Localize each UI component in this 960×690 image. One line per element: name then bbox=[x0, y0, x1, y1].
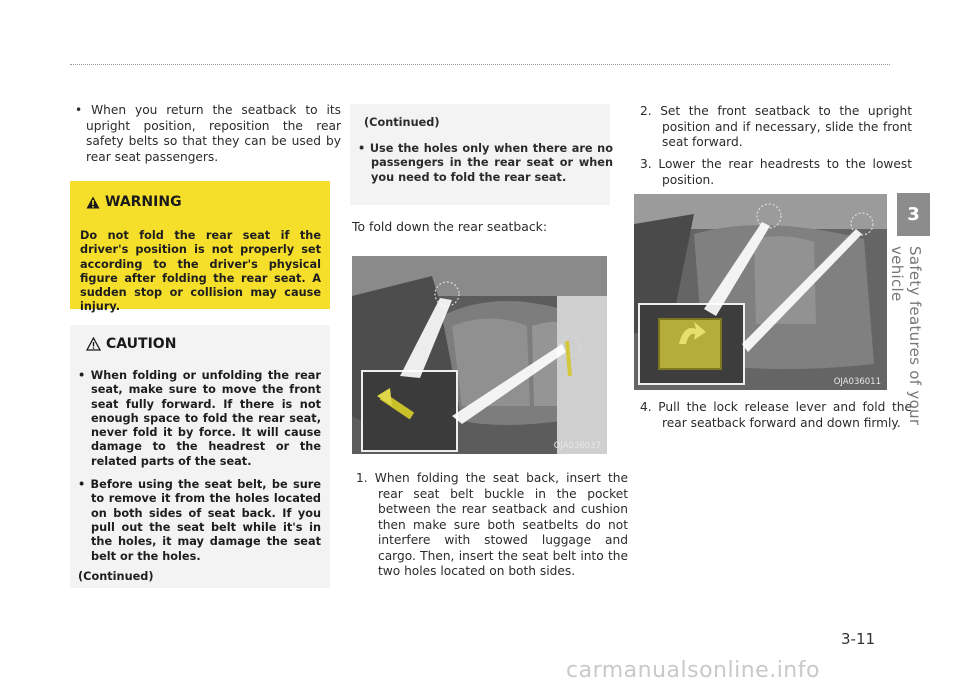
caution-title: CAUTION bbox=[106, 336, 177, 352]
rear-seat-photo bbox=[352, 256, 607, 454]
rear-seat-illustration bbox=[352, 256, 607, 454]
warning-title: WARNING bbox=[105, 194, 182, 210]
continued-title: (Continued) bbox=[364, 116, 440, 129]
chapter-tab: 3 bbox=[897, 193, 930, 236]
headrest-photo bbox=[634, 194, 887, 390]
warning-box bbox=[70, 181, 330, 314]
step-2: 2. Set the front seatback to the upright position and if necessary, slide the front seat forward. bbox=[640, 104, 912, 149]
caution-triangle-icon bbox=[86, 337, 101, 351]
image-code: OJA036011 bbox=[833, 377, 881, 387]
warning-triangle-icon bbox=[86, 196, 100, 209]
continued-caution-box bbox=[350, 104, 613, 205]
caution-item: • Before using the seat belt, be sure to remove it from the holes located on both sides of seat back. If you pull out the seat belt while it's in the holes, it may damage the seat belt or the holes. bbox=[78, 478, 321, 563]
headrest-illustration bbox=[634, 194, 887, 390]
watermark: carmanualsonline.info bbox=[566, 658, 820, 683]
caution-continued: (Continued) bbox=[78, 570, 154, 583]
step-3: 3. Lower the rear headrests to the lowest position. bbox=[640, 157, 912, 187]
step-4: 4. Pull the lock release lever and fold the rear seatback forward and down firmly. bbox=[640, 400, 912, 430]
fold-instructions-lead: To fold down the rear seatback: bbox=[352, 219, 548, 234]
chapter-title: Safety features of your vehicle bbox=[888, 246, 924, 426]
top-divider bbox=[70, 64, 890, 65]
caution-list bbox=[78, 369, 321, 573]
continued-item: • Use the holes only when there are no passengers in the rear seat or when you need to fold the rear seat. bbox=[358, 142, 613, 184]
bullet-paragraph: • When you return the seatback to its upright position, reposition the rear safety belts so that they can be used by rear seat passengers. bbox=[75, 103, 341, 164]
warning-text: Do not fold the rear seat if the driver's position is not properly set according to the driver's physical figure after folding the rear seat. A sudden stop or collision may cause injury. bbox=[80, 229, 321, 314]
caution-item: • When folding or unfolding the rear seat, make sure to move the front seat fully forward. If there is not enough space to fold the rear seat, never fold it by force. It will cause damage to the headrest or the related parts of the seat. bbox=[78, 369, 321, 468]
step-1: 1. When folding the seat back, insert the rear seat belt buckle in the pocket between the rear seatback and cushion then make sure both seatbelts do not interfere with stowed luggage and cargo. Then, insert the seat belt into the two holes located on both sides. bbox=[356, 471, 628, 578]
caution-header bbox=[86, 336, 176, 352]
page-number: 3-11 bbox=[841, 630, 876, 648]
image-code: OJA036037 bbox=[553, 441, 601, 451]
warning-header bbox=[86, 194, 182, 210]
caution-box bbox=[70, 325, 330, 588]
